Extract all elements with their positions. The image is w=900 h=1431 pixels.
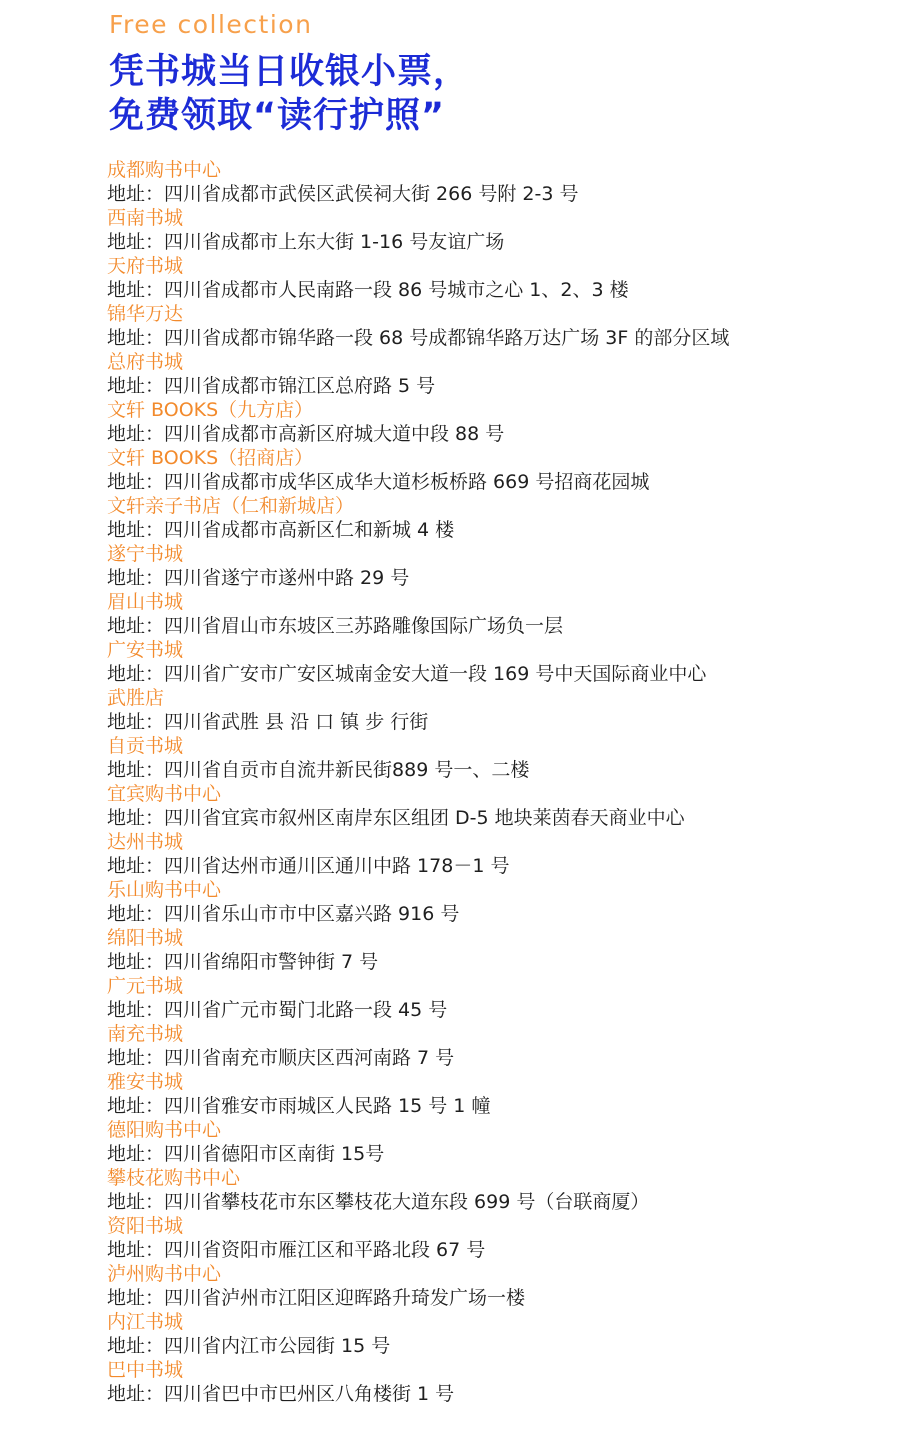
eyebrow-text: Free collection bbox=[109, 10, 313, 39]
store-item bbox=[107, 1214, 887, 1262]
address-value: 四川省成都市锦华路一段 68 号成都锦华路万达广场 3F 的部分区域 bbox=[164, 327, 730, 349]
store-address bbox=[107, 1238, 887, 1262]
address-value: 四川省成都市武侯区武侯祠大街 266 号附 2-3 号 bbox=[164, 183, 579, 205]
store-name: 乐山购书中心 bbox=[107, 879, 222, 901]
store-item bbox=[107, 926, 887, 974]
store-item bbox=[107, 686, 887, 734]
address-label: 地址： bbox=[107, 951, 165, 973]
store-name: 武胜店 bbox=[107, 687, 165, 709]
store-name: 宜宾购书中心 bbox=[107, 783, 222, 805]
store-item bbox=[107, 1310, 887, 1358]
store-address bbox=[107, 326, 887, 350]
store-item bbox=[107, 830, 887, 878]
store-name: 文轩 BOOKS（九方店） bbox=[107, 399, 314, 421]
store-name: 南充书城 bbox=[107, 1023, 184, 1045]
store-name: 天府书城 bbox=[107, 255, 184, 277]
address-label: 地址： bbox=[107, 1383, 165, 1405]
address-value: 四川省宜宾市叙州区南岸东区组团 D-5 地块莱茵春天商业中心 bbox=[164, 807, 685, 829]
store-item bbox=[107, 1166, 887, 1214]
store-name: 广元书城 bbox=[107, 975, 184, 997]
store-address bbox=[107, 1382, 887, 1406]
address-value: 四川省成都市人民南路一段 86 号城市之心 1、2、3 楼 bbox=[164, 279, 629, 301]
store-address bbox=[107, 614, 887, 638]
store-name: 自贡书城 bbox=[107, 735, 184, 757]
store-name: 雅安书城 bbox=[107, 1071, 184, 1093]
address-value: 四川省攀枝花市东区攀枝花大道东段 699 号（台联商厦） bbox=[164, 1191, 650, 1213]
address-label: 地址： bbox=[107, 711, 165, 733]
store-address bbox=[107, 1190, 887, 1214]
store-item bbox=[107, 1262, 887, 1310]
store-name: 广安书城 bbox=[107, 639, 184, 661]
store-address bbox=[107, 1094, 887, 1118]
store-name: 资阳书城 bbox=[107, 1215, 184, 1237]
address-label: 地址： bbox=[107, 423, 165, 445]
header bbox=[109, 10, 869, 138]
store-item bbox=[107, 1070, 887, 1118]
address-value: 四川省广安市广安区城南金安大道一段 169 号中天国际商业中心 bbox=[164, 663, 707, 685]
address-label: 地址： bbox=[107, 1239, 165, 1261]
address-value: 四川省德阳市区南街 15号 bbox=[164, 1143, 385, 1165]
address-value: 四川省内江市公园街 15 号 bbox=[164, 1335, 391, 1357]
address-label: 地址： bbox=[107, 759, 165, 781]
store-address bbox=[107, 662, 887, 686]
store-address bbox=[107, 1046, 887, 1070]
address-value: 四川省眉山市东坡区三苏路雕像国际广场负一层 bbox=[164, 615, 564, 637]
store-address bbox=[107, 710, 887, 734]
address-label: 地址： bbox=[107, 663, 165, 685]
address-value: 四川省南充市顺庆区西河南路 7 号 bbox=[164, 1047, 455, 1069]
address-label: 地址： bbox=[107, 1191, 165, 1213]
address-value: 四川省乐山市市中区嘉兴路 916 号 bbox=[164, 903, 460, 925]
store-item bbox=[107, 638, 887, 686]
store-name: 达州书城 bbox=[107, 831, 184, 853]
address-label: 地址： bbox=[107, 471, 165, 493]
store-item bbox=[107, 302, 887, 350]
store-name: 文轩亲子书店（仁和新城店） bbox=[107, 495, 355, 517]
store-address bbox=[107, 518, 887, 542]
store-address bbox=[107, 1142, 887, 1166]
store-name: 攀枝花购书中心 bbox=[107, 1167, 241, 1189]
store-item bbox=[107, 878, 887, 926]
store-address bbox=[107, 1286, 887, 1310]
store-address bbox=[107, 854, 887, 878]
store-list bbox=[107, 158, 887, 1406]
store-address bbox=[107, 566, 887, 590]
store-item bbox=[107, 350, 887, 398]
address-value: 四川省资阳市雁江区和平路北段 67 号 bbox=[164, 1239, 486, 1261]
address-value: 四川省绵阳市警钟街 7 号 bbox=[164, 951, 379, 973]
store-name: 锦华万达 bbox=[107, 303, 184, 325]
store-item bbox=[107, 398, 887, 446]
address-value: 四川省成都市成华区成华大道杉板桥路 669 号招商花园城 bbox=[164, 471, 650, 493]
store-name: 巴中书城 bbox=[107, 1359, 184, 1381]
address-value: 四川省雅安市雨城区人民路 15 号 1 幢 bbox=[164, 1095, 491, 1117]
store-address bbox=[107, 806, 887, 830]
store-name: 泸州购书中心 bbox=[107, 1263, 222, 1285]
address-label: 地址： bbox=[107, 1335, 165, 1357]
store-name: 绵阳书城 bbox=[107, 927, 184, 949]
store-address bbox=[107, 1334, 887, 1358]
address-label: 地址： bbox=[107, 279, 165, 301]
store-name: 成都购书中心 bbox=[107, 159, 222, 181]
address-label: 地址： bbox=[107, 519, 165, 541]
address-label: 地址： bbox=[107, 999, 165, 1021]
store-item bbox=[107, 782, 887, 830]
address-value: 四川省泸州市江阳区迎晖路升琦发广场一楼 bbox=[164, 1287, 526, 1309]
address-label: 地址： bbox=[107, 231, 165, 253]
address-value: 四川省成都市高新区仁和新城 4 楼 bbox=[164, 519, 455, 541]
store-address bbox=[107, 998, 887, 1022]
address-value: 四川省成都市上东大街 1-16 号友谊广场 bbox=[164, 231, 505, 253]
address-value: 四川省武胜 县 沿 口 镇 步 行街 bbox=[164, 711, 429, 733]
store-item bbox=[107, 974, 887, 1022]
address-label: 地址： bbox=[107, 375, 165, 397]
store-name: 遂宁书城 bbox=[107, 543, 184, 565]
store-item bbox=[107, 1358, 887, 1406]
address-label: 地址： bbox=[107, 1143, 165, 1165]
store-item bbox=[107, 542, 887, 590]
store-name: 总府书城 bbox=[107, 351, 184, 373]
store-item bbox=[107, 158, 887, 206]
address-value: 四川省自贡市自流井新民街889 号一、二楼 bbox=[164, 759, 530, 781]
store-address bbox=[107, 182, 887, 206]
store-item bbox=[107, 1022, 887, 1070]
store-item bbox=[107, 734, 887, 782]
address-value: 四川省达州市通川区通川中路 178－1 号 bbox=[164, 855, 510, 877]
store-item bbox=[107, 446, 887, 494]
store-item bbox=[107, 206, 887, 254]
store-name: 德阳购书中心 bbox=[107, 1119, 222, 1141]
store-address bbox=[107, 902, 887, 926]
store-item bbox=[107, 590, 887, 638]
headline-line-1: 凭书城当日收银小票， bbox=[109, 52, 470, 92]
address-value: 四川省巴中市巴州区八角楼街 1 号 bbox=[164, 1383, 455, 1405]
address-label: 地址： bbox=[107, 903, 165, 925]
store-address bbox=[107, 374, 887, 398]
headline-line-2: 免费领取“读行护照” bbox=[109, 96, 446, 136]
store-name: 眉山书城 bbox=[107, 591, 184, 613]
store-address bbox=[107, 230, 887, 254]
address-label: 地址： bbox=[107, 855, 165, 877]
address-label: 地址： bbox=[107, 615, 165, 637]
store-name: 西南书城 bbox=[107, 207, 184, 229]
store-address bbox=[107, 278, 887, 302]
address-label: 地址： bbox=[107, 807, 165, 829]
store-item bbox=[107, 254, 887, 302]
address-label: 地址： bbox=[107, 183, 165, 205]
address-value: 四川省遂宁市遂州中路 29 号 bbox=[164, 567, 410, 589]
store-item bbox=[107, 494, 887, 542]
headline bbox=[109, 50, 869, 138]
address-label: 地址： bbox=[107, 1095, 165, 1117]
store-address bbox=[107, 470, 887, 494]
store-name: 内江书城 bbox=[107, 1311, 184, 1333]
address-value: 四川省成都市锦江区总府路 5 号 bbox=[164, 375, 436, 397]
address-label: 地址： bbox=[107, 1047, 165, 1069]
store-address bbox=[107, 950, 887, 974]
store-name: 文轩 BOOKS（招商店） bbox=[107, 447, 314, 469]
address-value: 四川省成都市高新区府城大道中段 88 号 bbox=[164, 423, 505, 445]
store-address bbox=[107, 422, 887, 446]
address-label: 地址： bbox=[107, 327, 165, 349]
address-label: 地址： bbox=[107, 1287, 165, 1309]
address-value: 四川省广元市蜀门北路一段 45 号 bbox=[164, 999, 448, 1021]
address-label: 地址： bbox=[107, 567, 165, 589]
store-address bbox=[107, 758, 887, 782]
store-item bbox=[107, 1118, 887, 1166]
